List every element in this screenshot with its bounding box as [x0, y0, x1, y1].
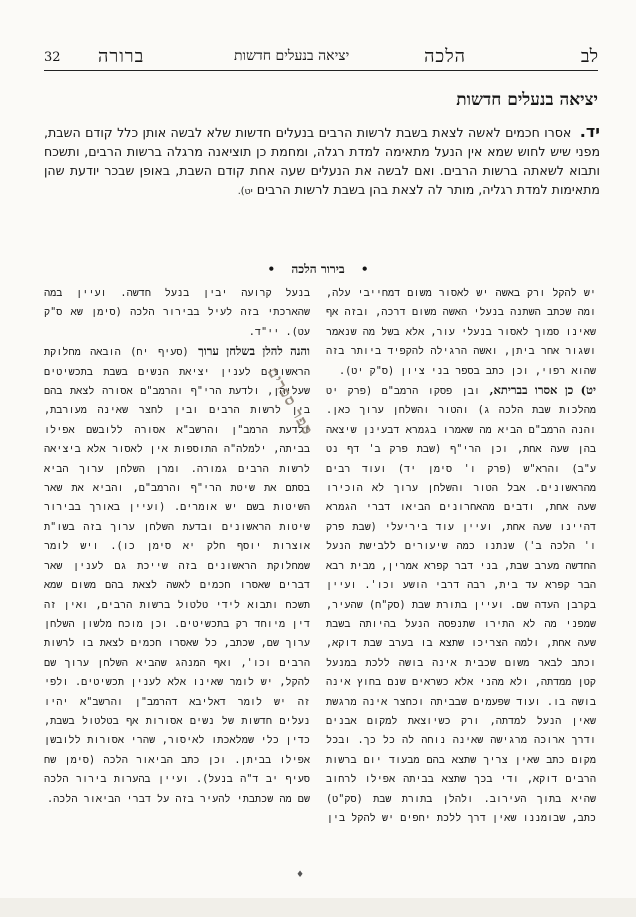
- commentary-column-right: [326, 284, 596, 844]
- page-number: 32: [44, 50, 61, 65]
- birur-halacha-title: בירור הלכה: [291, 262, 345, 276]
- halacha-number: יד.: [579, 122, 600, 141]
- ink-mark: ♦: [296, 870, 305, 880]
- paragraph-text: יש להקל ורק באשה יש לאסור משום דמחייבי עלה, ומה שכתב השתנה בנעלי האשה משום דרכה, ובזה אף שאינו סמוך לאסור בנעלי עור, אלא בשל מה שנאמר ושגור אחר ביתן, ואשה הרגילה להקפיד ביותר בזה שהוא רפוי, וכן כתב בספר בני ציון (ס"ק יט).: [326, 288, 596, 377]
- paragraph-text: (סעיף יח) הובאה מחלוקת הראשונים לענין יציאת הנשים בשבת בתכשיטים שעליהן, ולדעת הרי"ף והרמב"ם אסורה לצאת בהם בין לרשות הרבים ובין לחצר שאינה מעורבת, ולדעת הרמב"ן והרשב"א אסורה ללובשם אפילו בביתה, ילמלה"ה התוספות אין לאסור אלא ביציאה לרשות הרבים גמורה. ומרן השלחן ערוך הביא בסתם את שיטת הרי"ף והרמב"ם, והביא את שאר השיטות בשם יש אומרים. (ועיין באורך בבירור שיטות הראשונים ובדעת השלחן ערוך בזה בשו"ת אוצרות יוסף חלק יא סימן כו). ויש לומר שמחלוקת הראשונים בזה שייכת גם לענין שאר דברים שאסרו חכמים לאשה לצאת בהם משום שמא תשכח ותבוא לידי טלטול ברשות הרבים, ואין זה דין מיוחד רק בתכשיטים. וכן מוכח מלשון השלחן ערוך שם, שכתב, כל שאסרו חכמים לצאת בו לרשות הרבים וכו', ואף המנהג שהביא השלחן ערוך שם להקל, יש לומר שאינו אלא לענין תכשיטים. ולפי זה יש לומר דאליבא דהרמב"ן והרשב"א יהיו נעלים חדשות של נשים אסורות אף בטלטול בשבת, כדין כלי שמלאכתו לאיסור, שהרי אסורות ללובשן אפילו בביתן. וכן כתב הביאור הלכה (סימן שח סעיף יב ד"ה בנעל). ועיין בהערות בירור הלכה שם מה שכתבתי להעיר בזה על דברי הביאור הלכה.: [44, 347, 310, 805]
- running-head-berura: ברורה: [98, 46, 145, 67]
- birur-halacha-header: [0, 262, 636, 277]
- paragraph-text: ובן פסקו הרמב"ם (פרק יט מהלכות שבת הלכה ג) והטור והשלחן ערוך כאן. והנה הרמב"ם הביא מה שאמרו בגמרא דבעינן שיצאה בהן שעה אחת, וכן הרי"ף (שבת פרק ב' דף נט ע"ב) והרא"ש (פרק ו' סימן יד) ועוד רבים מהראשונים. אבל הטור והשלחן ערוך לא הוכירו שעה אחת, ודבים מהאחרונים הביאו דברי הגמרא דהיינו שעה אחת, ועיין עוד ביריעלי (שבת פרק ו' הלכה ב') שנתנו כמה שיעורים ללבישת הנעל החדשה מערב שבת, בני דבר קפרא אמרין, מבית רבא הבר קפרא עד בית, רבה דרבי הושע וכו'. ועיין בקרבן העדה שם. ועיין בתורת שבת (סק"ח) שהעיר, שמפני מה לא התירו שתנפסה הנעל בהיותה בשבת שעה אחת, ולמה הצריכו שתצא בו בערב שבת דוקא, וכתב לבאר משום שכבית אינה בושה ללכת במנעל קטן ממדתה, ולא מהני אלא כשראים שנם בחוץ אינה בושה בו. ועוד שפעמים שבביתה וכחצר אינה מרגשת שאין הנעל למדתה, ורק כשיוצאת למקום אבנים ודרך ארוכה מרגישה שאינה נוחה לה כל כך. ובכל מקום כתב שאין צריך שתצא בהם מבעוד יום ברשות הרבים דוקא, ודי בכך שתצא בביתה אפילו לרחוב שהיא בתוך העירוב. ולהלן בתורת שבת (סק"ט) כתב, שבומננו שאין דרך ללכת יחפים יש להקל בין: [326, 386, 596, 824]
- running-head-title: יציאה בנעלים חדשות: [234, 48, 350, 64]
- bullet-left: •: [267, 262, 276, 276]
- paragraph-heading: והנה להלן בשלחן ערוך: [198, 344, 310, 359]
- page-bottom-strip: [0, 898, 636, 917]
- running-head: [44, 46, 598, 71]
- commentary-paragraph: [326, 381, 596, 828]
- bullet-right: •: [360, 262, 369, 276]
- halacha-body: אסרו חכמים לאשה לצאת בשבת לרשות הרבים בנעלים חדשות שלא לבשה אותן כלל קודם השבת, מפני שיש לחוש שמא אין הנעל מתאימה למדת רגלה, ומחמת כן תוציאנה מרגלה ברשות הרבים, ותשכח ותבוא לשאתה ברשות הרבים. ואם לבשה את הנעלים שעה אחת קודם השבת, באופן שבכר יודעת שהן מתאימות למדת רגליה, מותר לה לצאת בהן בשבת לרשות הרבים: [44, 125, 600, 197]
- section-title: יציאה בנעלים חדשות: [456, 90, 598, 110]
- running-head-halacha: הלכה: [424, 46, 466, 67]
- commentary-paragraph: [44, 284, 310, 342]
- paragraph-heading: יט) כן אסרו בבריתא,: [489, 383, 596, 398]
- library-stamp: ספר ספרים: [263, 363, 318, 439]
- commentary-paragraph: [326, 284, 596, 381]
- footnote-ref: יט).: [237, 186, 253, 197]
- commentary-paragraph: [44, 342, 310, 809]
- paragraph-text: בנעל קרועה יבין בנעל חדשה. ועיין במה שהארכתי בזה לעיל בבירור הלכה (סימן שא ס"ק עט). יי"ד.: [44, 288, 310, 338]
- main-halacha-text: [44, 122, 600, 201]
- running-head-letter: לב: [580, 46, 598, 67]
